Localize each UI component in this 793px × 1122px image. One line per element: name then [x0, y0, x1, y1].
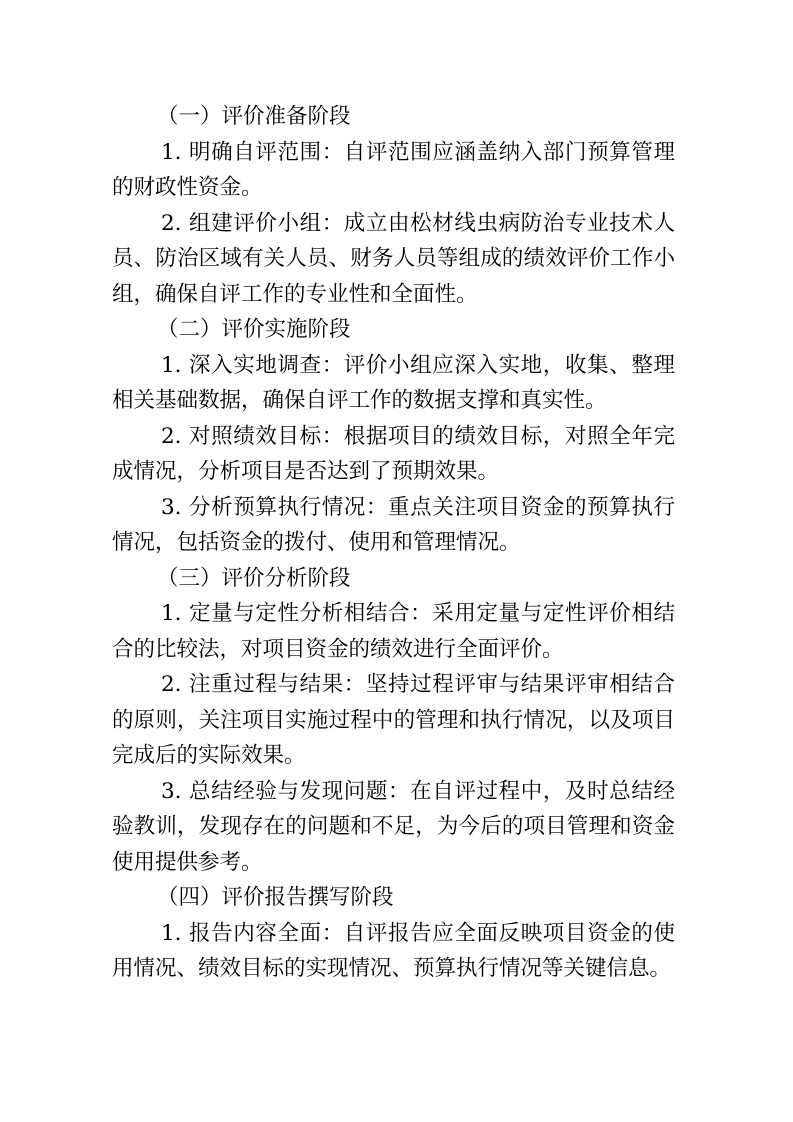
paragraph-3-2: 2. 注重过程与结果：坚持过程评审与结果评审相结合的原则，关注项目实施过程中的管理和执行情况，以及项目完成后的实际效果。: [112, 672, 675, 768]
document-body: [112, 99, 675, 987]
paragraph-2-3: 3. 分析预算执行情况：重点关注项目资金的预算执行情况，包括资金的拨付、使用和管理情况。: [112, 494, 675, 555]
paragraph-3-3: 3. 总结经验与发现问题：在自评过程中，及时总结经验教训，发现存在的问题和不足，为今后的项目管理和资金使用提供参考。: [112, 778, 675, 875]
paragraph-3-1: 1. 定量与定性分析相结合：采用定量与定性评价相结合的比较法，对项目资金的绩效进行全面评价。: [112, 601, 675, 662]
paragraph-4-1: 1. 报告内容全面：自评报告应全面反映项目资金的使用情况、绩效目标的实现情况、预算执行情况等关键信息。: [112, 920, 675, 981]
paragraph-1-1: 1. 明确自评范围：自评范围应涵盖纳入部门预算管理的财政性资金。: [112, 139, 675, 200]
paragraph-1-2: 2. 组建评价小组：成立由松材线虫病防治专业技术人员、防治区域有关人员、财务人员等组成的绩效评价工作小组，确保自评工作的专业性和全面性。: [112, 210, 675, 307]
paragraph-2-1: 1. 深入实地调查：评价小组应深入实地，收集、整理相关基础数据，确保自评工作的数据支撑和真实性。: [112, 352, 675, 413]
section-heading-3: （三）评价分析阶段: [157, 565, 351, 591]
section-heading-4: （四）评价报告撰写阶段: [157, 885, 394, 910]
section-heading-2: （二）评价实施阶段: [157, 317, 351, 342]
section-heading-1: （一）评价准备阶段: [157, 104, 351, 129]
paragraph-2-2: 2. 对照绩效目标：根据项目的绩效目标，对照全年完成情况，分析项目是否达到了预期效果。: [112, 423, 675, 484]
